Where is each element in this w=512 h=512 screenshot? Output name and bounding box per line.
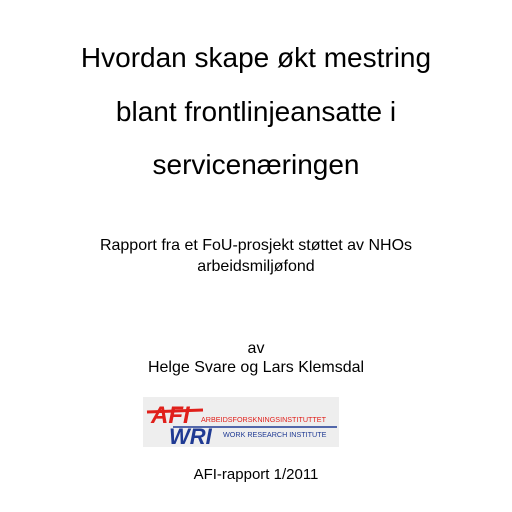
subtitle-line-1: Rapport fra et FoU-prosjekt støttet av NHOs (99, 237, 413, 254)
authors: Helge Svare og Lars Klemsdal (147, 359, 365, 376)
logo-name-no: ARBEIDSFORSKNINGSINSTITUTTET (201, 415, 326, 424)
afi-wri-logo (143, 397, 339, 447)
report-number: AFI-rapport 1/2011 (193, 466, 319, 483)
title-line-1: Hvordan skape økt mestring (80, 42, 432, 73)
by-word: av (247, 340, 265, 357)
subtitle-line-2: arbeidsmiljøfond (197, 258, 315, 275)
logo-mark-afi: AFI (151, 402, 190, 429)
title-line-2: blant frontlinjeansatte i (115, 96, 397, 127)
logo-name-en: WORK RESEARCH INSTITUTE (223, 430, 327, 439)
logo-mark-wri: WRI (169, 424, 212, 447)
title-line-3: servicenæringen (152, 149, 360, 180)
